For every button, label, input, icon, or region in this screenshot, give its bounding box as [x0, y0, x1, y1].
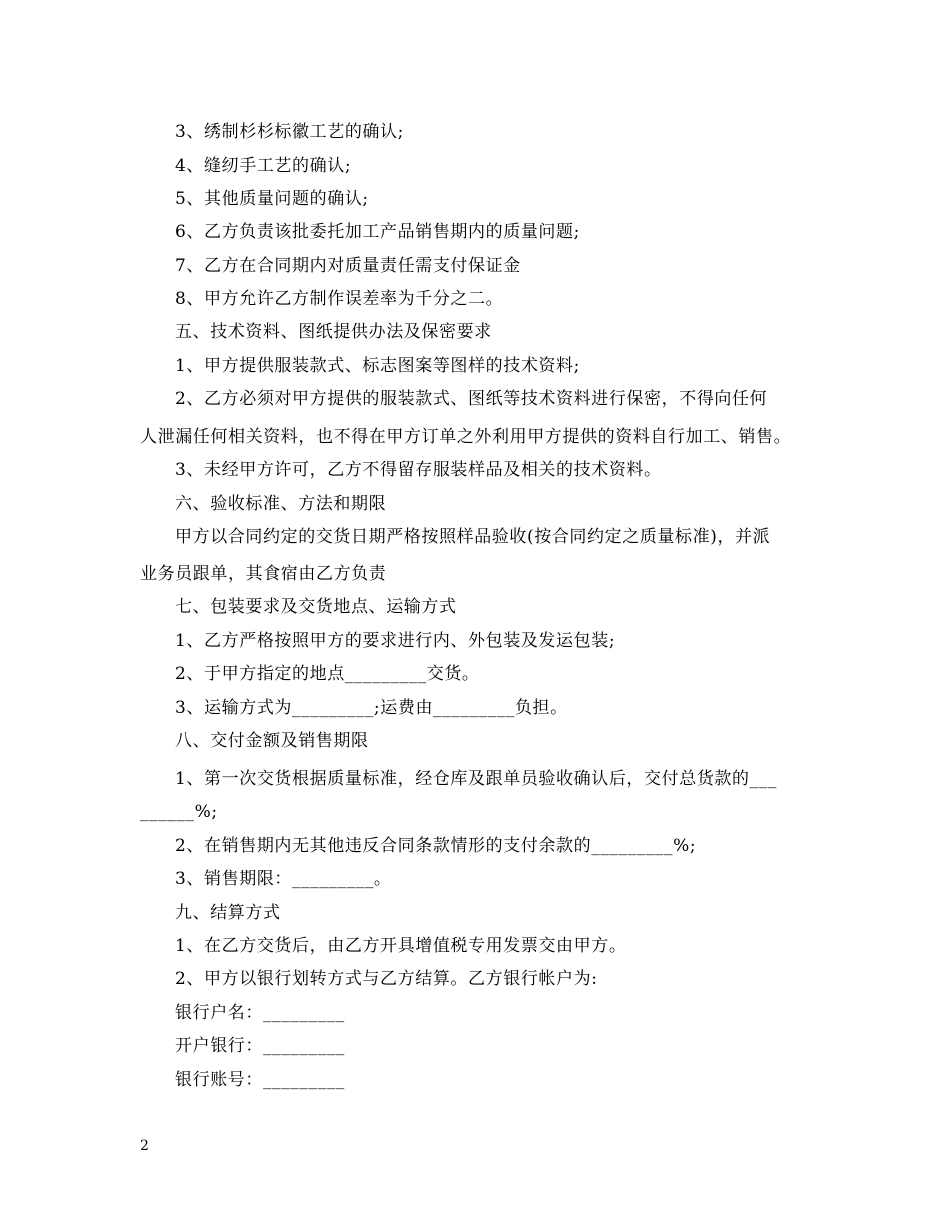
clause-8-3: 3、销售期限：_________。: [175, 869, 392, 889]
clause-5-other-quality: 5、其他质量问题的确认;: [175, 189, 369, 209]
clause-5-3: 3、未经甲方许可，乙方不得留存服装样品及相关的技术资料。: [175, 460, 662, 480]
clause-5-1: 1、甲方提供服装款式、标志图案等图样的技术资料;: [175, 356, 580, 376]
section-6-text-line1: 甲方以合同约定的交货日期严格按照样品验收(按合同约定之质量标准)，并派: [175, 527, 771, 547]
clause-6-quality-responsibility: 6、乙方负责该批委托加工产品销售期内的质量问题;: [175, 222, 580, 242]
clause-3-embroidery: 3、绣制杉杉标徽工艺的确认;: [175, 122, 404, 142]
bank-name: 开户银行：_________: [175, 1036, 345, 1056]
clause-9-1: 1、在乙方交货后，由乙方开具增值税专用发票交由甲方。: [175, 936, 627, 956]
section-8-heading: 八、交付金额及销售期限: [175, 731, 369, 751]
section-7-heading: 七、包装要求及交货地点、运输方式: [175, 597, 457, 617]
clause-9-2: 2、甲方以银行划转方式与乙方结算。乙方银行帐户为:: [175, 969, 598, 989]
section-9-heading: 九、结算方式: [175, 903, 281, 923]
section-6-text-line2: 业务员跟单，其食宿由乙方负责: [140, 564, 387, 584]
section-6-heading: 六、验收标准、方法和期限: [175, 494, 387, 514]
clause-7-1: 1、乙方严格按照甲方的要求进行内、外包装及发运包装;: [175, 631, 616, 651]
clause-7-deposit: 7、乙方在合同期内对质量责任需支付保证金: [175, 256, 521, 276]
clause-5-2-line1: 2、乙方必须对甲方提供的服装款式、图纸等技术资料进行保密，不得向任何: [175, 389, 768, 409]
clause-8-error-rate: 8、甲方允许乙方制作误差率为千分之二。: [175, 289, 504, 309]
section-5-heading: 五、技术资料、图纸提供办法及保密要求: [175, 322, 492, 342]
page-number: 2: [140, 1138, 149, 1154]
bank-account-name: 银行户名：_________: [175, 1003, 345, 1023]
clause-8-1-line2: ______%;: [140, 802, 218, 822]
clause-8-1-line1: 1、第一次交货根据质量标准，经仓库及跟单员验收确认后，交付总货款的___: [175, 769, 777, 789]
clause-4-sewing: 4、缝纫手工艺的确认;: [175, 156, 352, 176]
clause-8-2: 2、在销售期内无其他违反合同条款情形的支付余款的_________%;: [175, 836, 697, 856]
bank-account-number: 银行账号：_________: [175, 1070, 345, 1090]
clause-5-2-line2: 人泄漏任何相关资料，也不得在甲方订单之外利用甲方提供的资料自行加工、销售。: [140, 427, 792, 447]
clause-7-2: 2、于甲方指定的地点_________交货。: [175, 664, 480, 684]
clause-7-3: 3、运输方式为_________;运费由_________负担。: [175, 698, 568, 718]
